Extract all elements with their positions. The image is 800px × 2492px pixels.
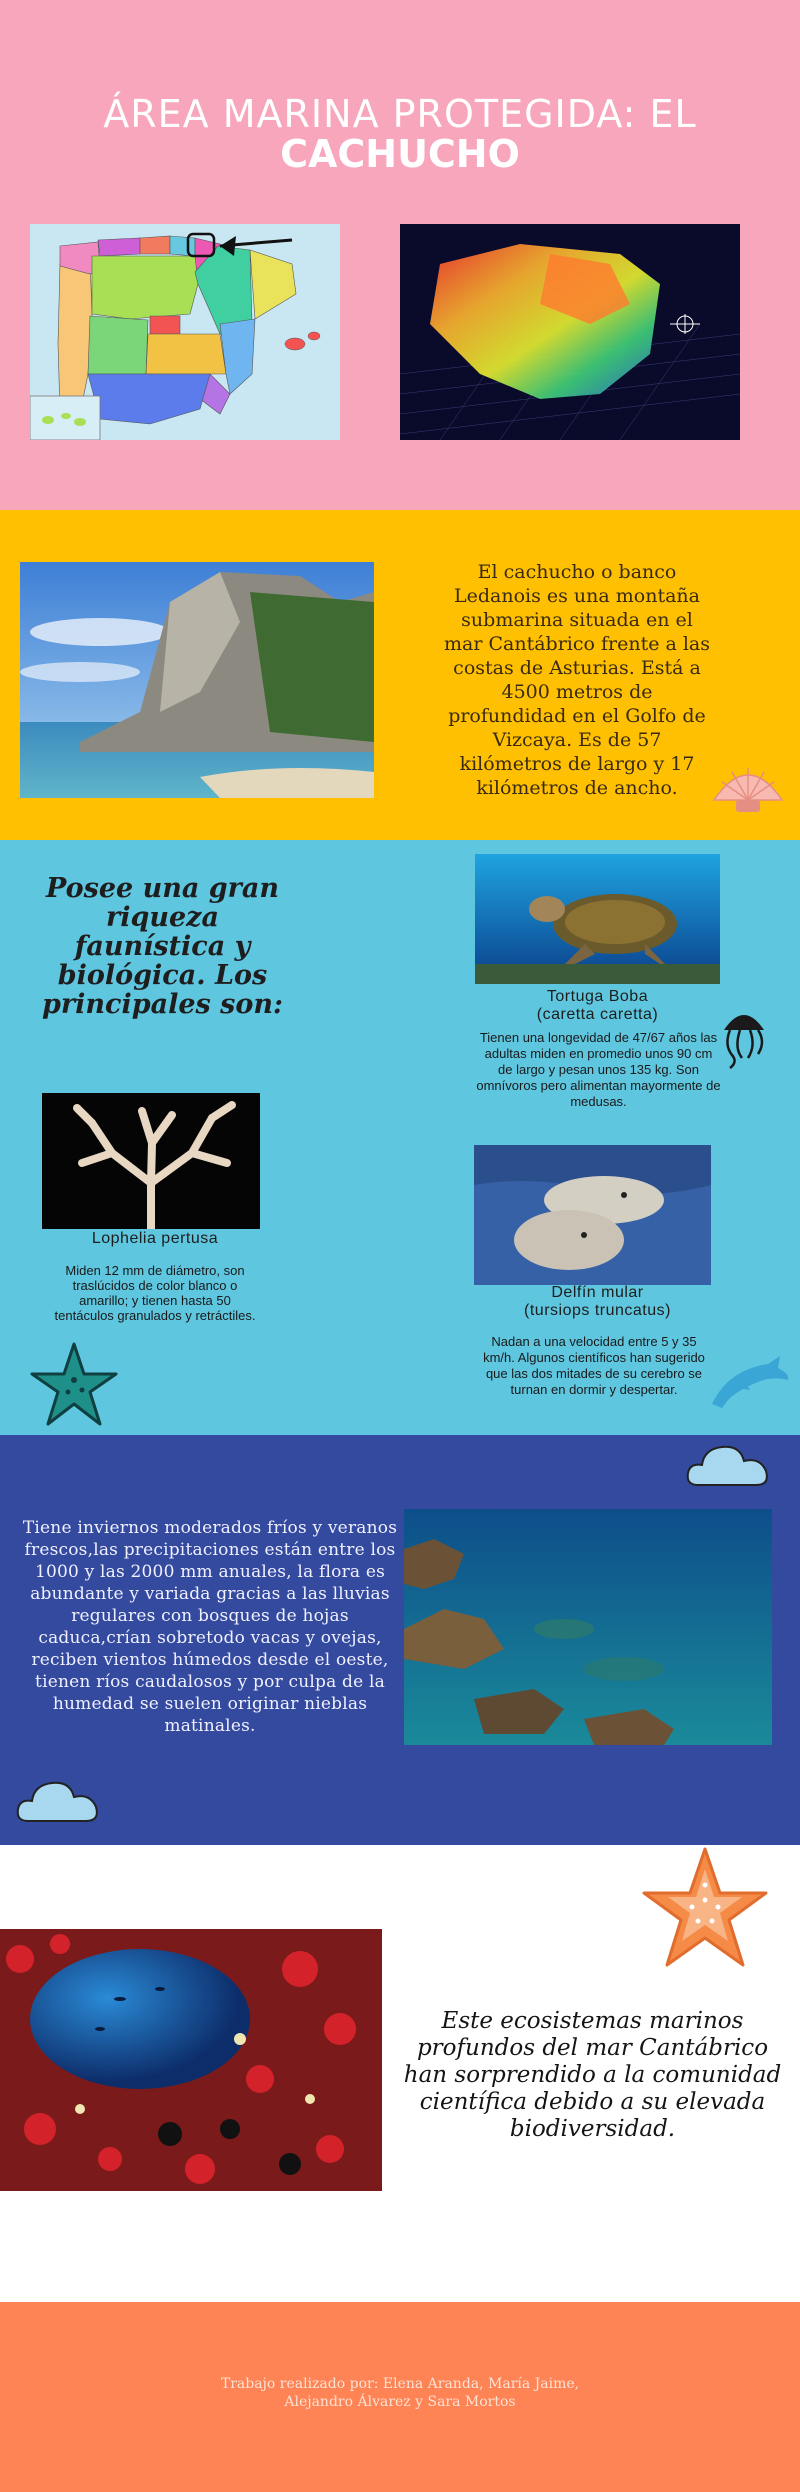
ecosystem-section bbox=[0, 1845, 800, 2302]
seashell-icon bbox=[708, 760, 788, 816]
underwater-reef-photo bbox=[0, 1929, 382, 2191]
fauna-heading: Posee una gran riqueza faunística y biológica. Los principales son: bbox=[42, 873, 283, 1020]
footer-section bbox=[0, 2302, 800, 2492]
credits-line2: Alejandro Álvarez y Sara Mortos bbox=[284, 2394, 516, 2410]
page-title-line1: ÁREA MARINA PROTEGIDA: EL bbox=[103, 92, 697, 136]
coastal-cliff-photo bbox=[20, 562, 374, 798]
dolphin-icon bbox=[708, 1350, 794, 1410]
page-title-line2: CACHUCHO bbox=[280, 132, 520, 176]
bottlenose-dolphin-photo bbox=[474, 1145, 711, 1285]
lophelia-coral-photo bbox=[42, 1093, 260, 1229]
header-section bbox=[0, 0, 800, 510]
dolphin-description: Nadan a una velocidad entre 5 y 35 km/h. Algunos científicos han sugerido que las dos mitades de su cerebro se turnan en dormir y despertar. bbox=[483, 1334, 705, 1397]
orange-starfish-icon bbox=[640, 1845, 770, 1971]
turtle-name: Tortuga Boba bbox=[546, 988, 649, 1005]
climate-text: Tiene inviernos moderados fríos y veranos frescos,las precipitaciones están entre los 1000 y las 2000 mm anuales, la flora es abundante y variada gracias a las lluvias regulares con bosques de hojas caduca,crían sobretodo vacas y ovejas, reciben vientos húmedos desde el oeste, tienen ríos caudalosos y por culpa de la humedad se suelen originar nieblas matinales. bbox=[22, 1518, 398, 1736]
turtle-description: Tienen una longevidad de 47/67 años las adultas miden en promedio unos 90 cm de largo y pesan unos 135 kg. Son omnívoros pero alimentan mayormente de medusas. bbox=[476, 1030, 721, 1109]
cloud-icon-top bbox=[684, 1439, 772, 1491]
coral-description: Miden 12 mm de diámetro, son traslúcidos de color blanco o amarillo; y tienen hasta 50 tentáculos granulados y retráctiles. bbox=[54, 1263, 256, 1323]
turtle-latin: (caretta caretta) bbox=[536, 1006, 659, 1023]
jellyfish-icon bbox=[712, 1000, 776, 1070]
spain-regions-map bbox=[30, 224, 340, 440]
fauna-section bbox=[0, 840, 800, 1435]
dolphin-latin: (tursiops truncatus) bbox=[524, 1302, 671, 1319]
ecosystem-text: Este ecosistemas marinos profundos del mar Cantábrico han sorprendido a la comunidad científica debido a su elevada biodiversidad. bbox=[403, 2008, 782, 2142]
dolphin-name: Delfín mular bbox=[551, 1284, 644, 1301]
intro-section bbox=[0, 510, 800, 840]
climate-section bbox=[0, 1435, 800, 1845]
starfish-icon bbox=[28, 1340, 120, 1428]
coral-name: Lophelia pertusa bbox=[91, 1230, 219, 1247]
cloud-icon-bottom bbox=[14, 1775, 102, 1827]
rocky-coast-photo bbox=[404, 1509, 772, 1745]
seamount-3d-image bbox=[400, 224, 740, 440]
credits-line1: Trabajo realizado por: Elena Aranda, María Jaime, bbox=[220, 2376, 580, 2392]
intro-text: El cachucho o banco Ledanois es una montaña submarina situada en el mar Cantábrico frente a las costas de Asturias. Está a 4500 metros de profundidad en el Golfo de Vizcaya. Es de 57 kilómetros de largo y 17 kilómetros de ancho. bbox=[444, 561, 711, 799]
loggerhead-turtle-photo bbox=[475, 854, 720, 984]
